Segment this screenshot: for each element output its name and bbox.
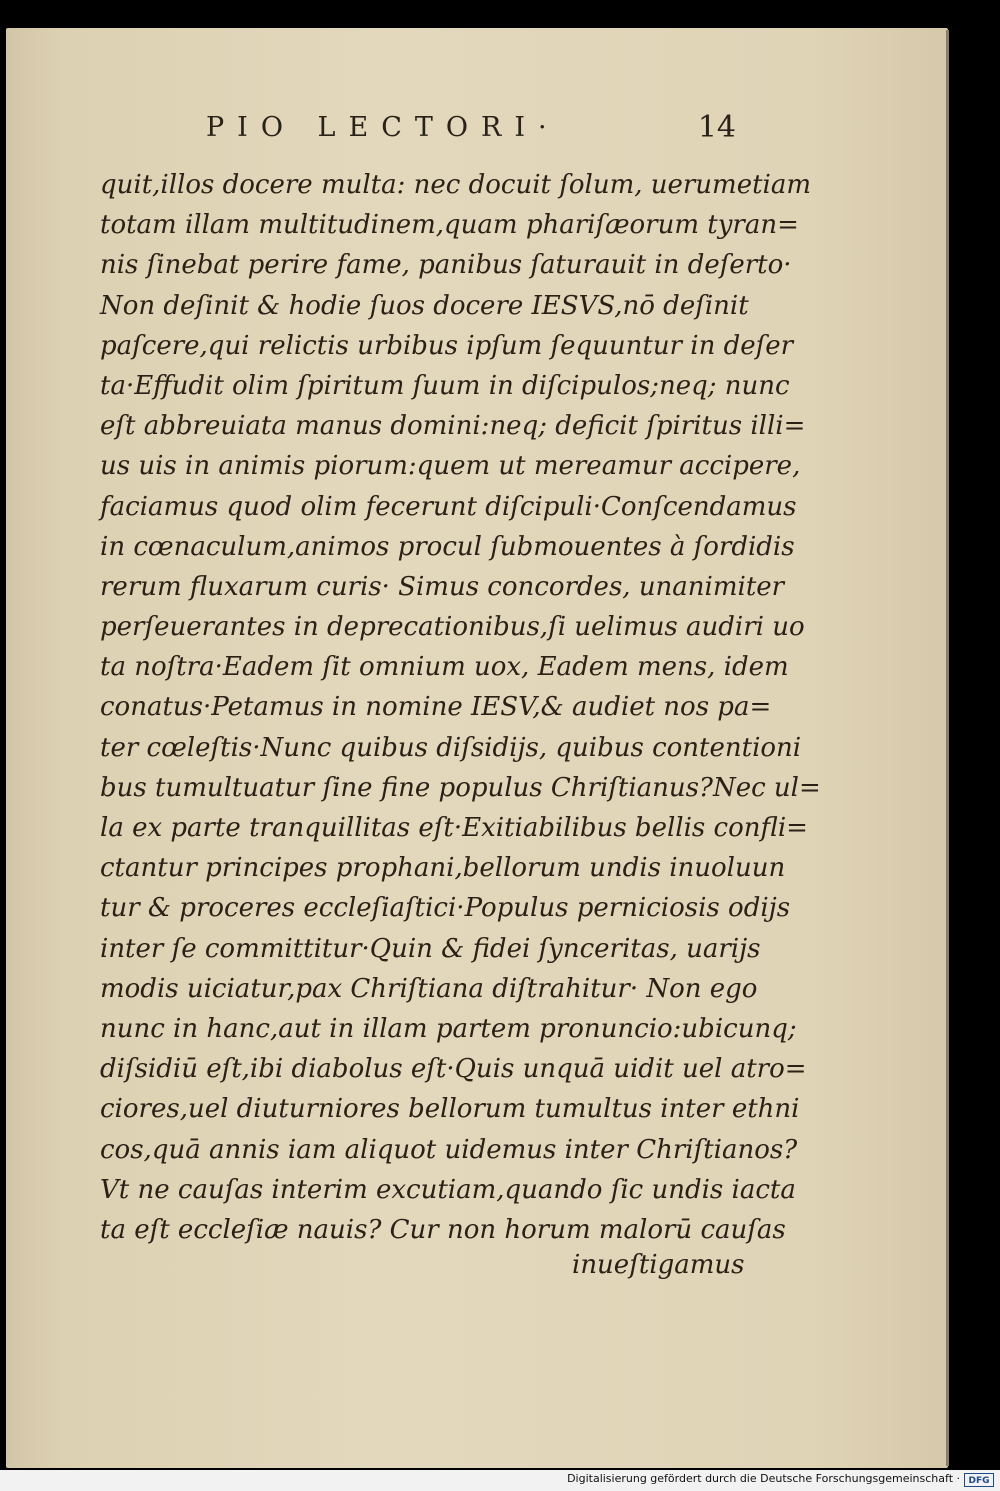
- text-line: us uis in animis piorum:quem ut mereamur accipere,: [100, 451, 801, 482]
- text-line: Non deſinit & hodie ſuos docere IESVS,nō deſinit: [100, 290, 749, 321]
- text-line: nis ſinebat perire fame, panibus ſaturauit in deſerto·: [100, 250, 792, 281]
- text-line: faciamus quod olim fecerunt diſcipuli·Conſcendamus: [100, 491, 797, 522]
- text-line: Vt ne cauſas interim excutiam,quando ſic undis iacta: [100, 1174, 796, 1205]
- text-line: paſcere,qui relictis urbibus ipſum ſequuntur in deſer: [100, 330, 794, 361]
- text-line: nunc in hanc,aut in illam partem pronuncio:ubicunq;: [100, 1013, 797, 1044]
- text-line: rerum fluxarum curis· Simus concordes, unanimiter: [100, 571, 785, 602]
- text-line: totam illam multitudinem,quam phariſæorum tyran=: [100, 210, 799, 241]
- page-number: 14: [697, 110, 736, 145]
- text-line: ta eſt eccleſiæ nauis? Cur non horum malorū cauſas: [100, 1214, 786, 1245]
- text-line: tur & proceres eccleſiaſtici·Populus perniciosis odijs: [100, 893, 791, 924]
- text-line: ciores,uel diuturniores bellorum tumultus inter ethni: [100, 1094, 800, 1125]
- dfg-logo: DFG: [964, 1473, 994, 1487]
- text-line: perſeuerantes in deprecationibus,ſi uelimus audiri uo: [100, 612, 805, 643]
- text-line: in cœnaculum,animos procul ſubmouentes à ſordidis: [100, 531, 795, 562]
- text-line: ta noſtra·Eadem ſit omnium uox, Eadem mens, idem: [100, 652, 789, 683]
- text-line: cos,quā annis iam aliquot uidemus inter Chriſtianos?: [100, 1134, 798, 1165]
- text-line: quit,illos docere multa: nec docuit ſolum, uerumetiam: [100, 170, 812, 200]
- text-line: inter ſe committitur·Quin & fidei ſynceritas, uarijs: [100, 933, 761, 964]
- running-head: PIO LECTORI·: [206, 112, 560, 143]
- digitization-footer: [0, 1470, 1000, 1491]
- catchword: inueſtigamus: [572, 1250, 745, 1280]
- text-line: ter cœleſtis·Nunc quibus diſsidijs, quibus contentioni: [100, 732, 802, 763]
- text-line: modis uiciatur,pax Chriſtiana diſtrahitur· Non ego: [100, 973, 758, 1004]
- page-header: [206, 112, 736, 152]
- text-line: ta·Effudit olim ſpiritum ſuum in diſcipulos;neq; nunc: [100, 370, 790, 401]
- text-line: eſt abbreuiata manus domini:neq; deficit ſpiritus illi=: [100, 411, 806, 442]
- text-line: ctantur principes prophani,bellorum undis inuoluun: [100, 853, 786, 884]
- text-line: bus tumultuatur ſine fine populus Chriſtianus?Nec ul=: [100, 772, 821, 803]
- funding-credit: Digitalisierung gefördert durch die Deutsche Forschungsgemeinschaft ·: [567, 1472, 960, 1485]
- text-line: la ex parte tranquillitas eſt·Exitiabilibus bellis confli=: [100, 813, 808, 843]
- text-line: diſsidiū eſt,ibi diabolus eſt·Quis unquā uidit uel atro=: [100, 1054, 807, 1085]
- body-text: [100, 165, 821, 1250]
- page-edge: [946, 30, 949, 1466]
- text-line: conatus·Petamus in nomine IESV,& audiet nos pa=: [100, 692, 772, 723]
